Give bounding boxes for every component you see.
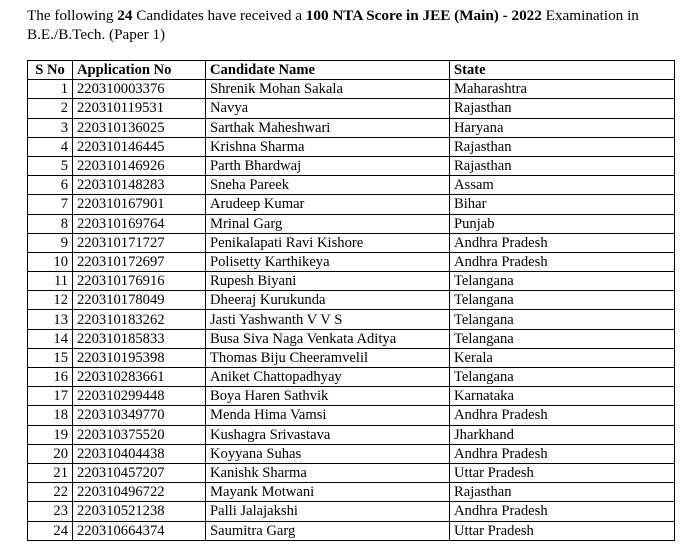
cell-sno: 13 <box>28 310 73 329</box>
table-row <box>28 99 675 118</box>
table-row <box>28 463 675 482</box>
cell-candidate-name: Shrenik Mohan Sakala <box>206 80 450 99</box>
cell-application-no: 220310178049 <box>73 291 206 310</box>
cell-application-no: 220310171727 <box>73 233 206 252</box>
cell-state: Assam <box>450 176 675 195</box>
cell-application-no: 220310375520 <box>73 425 206 444</box>
cell-candidate-name: Menda Hima Vamsi <box>206 406 450 425</box>
table-row <box>28 214 675 233</box>
cell-application-no: 220310195398 <box>73 348 206 367</box>
cell-state: Rajasthan <box>450 483 675 502</box>
table-row <box>28 137 675 156</box>
cell-state: Uttar Pradesh <box>450 463 675 482</box>
cell-sno: 2 <box>28 99 73 118</box>
results-table <box>27 60 675 541</box>
cell-sno: 5 <box>28 156 73 175</box>
cell-application-no: 220310146445 <box>73 137 206 156</box>
cell-state: Andhra Pradesh <box>450 502 675 521</box>
cell-sno: 20 <box>28 444 73 463</box>
table-row <box>28 252 675 271</box>
table-row <box>28 425 675 444</box>
table-row <box>28 521 675 540</box>
cell-sno: 18 <box>28 406 73 425</box>
table-body <box>28 80 675 541</box>
cell-state: Telangana <box>450 368 675 387</box>
cell-sno: 21 <box>28 463 73 482</box>
cell-state: Jharkhand <box>450 425 675 444</box>
cell-sno: 4 <box>28 137 73 156</box>
header-candidate-name: Candidate Name <box>206 61 450 80</box>
cell-sno: 3 <box>28 118 73 137</box>
table-row <box>28 118 675 137</box>
cell-candidate-name: Boya Haren Sathvik <box>206 387 450 406</box>
cell-candidate-name: Busa Siva Naga Venkata Aditya <box>206 329 450 348</box>
cell-application-no: 220310664374 <box>73 521 206 540</box>
header-application-no: Application No <box>73 61 206 80</box>
cell-sno: 16 <box>28 368 73 387</box>
intro-text-2: Candidates have received a <box>132 7 306 24</box>
cell-sno: 8 <box>28 214 73 233</box>
header-sno: S No <box>28 61 73 80</box>
cell-state: Telangana <box>450 291 675 310</box>
cell-application-no: 220310003376 <box>73 80 206 99</box>
table-row <box>28 406 675 425</box>
cell-application-no: 220310283661 <box>73 368 206 387</box>
cell-state: Andhra Pradesh <box>450 406 675 425</box>
cell-candidate-name: Saumitra Garg <box>206 521 450 540</box>
cell-application-no: 220310185833 <box>73 329 206 348</box>
table-row <box>28 272 675 291</box>
cell-candidate-name: Arudeep Kumar <box>206 195 450 214</box>
cell-application-no: 220310169764 <box>73 214 206 233</box>
cell-application-no: 220310136025 <box>73 118 206 137</box>
intro-paragraph <box>27 6 682 44</box>
cell-application-no: 220310457207 <box>73 463 206 482</box>
intro-text-3: Examination in B.E./B.Tech. (Paper 1) <box>27 7 639 43</box>
cell-sno: 19 <box>28 425 73 444</box>
cell-state: Telangana <box>450 310 675 329</box>
cell-candidate-name: Thomas Biju Cheeramvelil <box>206 348 450 367</box>
cell-application-no: 220310148283 <box>73 176 206 195</box>
cell-candidate-name: Sarthak Maheshwari <box>206 118 450 137</box>
table-row <box>28 195 675 214</box>
cell-application-no: 220310496722 <box>73 483 206 502</box>
cell-state: Rajasthan <box>450 137 675 156</box>
cell-sno: 12 <box>28 291 73 310</box>
cell-state: Punjab <box>450 214 675 233</box>
table-row <box>28 483 675 502</box>
cell-application-no: 220310183262 <box>73 310 206 329</box>
cell-state: Kerala <box>450 348 675 367</box>
cell-sno: 22 <box>28 483 73 502</box>
cell-state: Andhra Pradesh <box>450 252 675 271</box>
cell-sno: 15 <box>28 348 73 367</box>
header-state: State <box>450 61 675 80</box>
cell-application-no: 220310299448 <box>73 387 206 406</box>
intro-text-1: The following <box>27 7 118 24</box>
cell-application-no: 220310349770 <box>73 406 206 425</box>
cell-state: Telangana <box>450 329 675 348</box>
cell-application-no: 220310167901 <box>73 195 206 214</box>
cell-state: Karnataka <box>450 387 675 406</box>
cell-candidate-name: Palli Jalajakshi <box>206 502 450 521</box>
cell-state: Rajasthan <box>450 156 675 175</box>
table-row <box>28 80 675 99</box>
table-row <box>28 387 675 406</box>
cell-candidate-name: Navya <box>206 99 450 118</box>
cell-sno: 24 <box>28 521 73 540</box>
cell-sno: 9 <box>28 233 73 252</box>
cell-sno: 6 <box>28 176 73 195</box>
table-row <box>28 291 675 310</box>
cell-candidate-name: Aniket Chattopadhyay <box>206 368 450 387</box>
cell-candidate-name: Rupesh Biyani <box>206 272 450 291</box>
table-row <box>28 156 675 175</box>
candidate-count: 24 <box>117 7 133 24</box>
score-heading: 100 NTA Score in JEE (Main) - 2022 <box>305 7 542 24</box>
cell-application-no: 220310146926 <box>73 156 206 175</box>
cell-state: Bihar <box>450 195 675 214</box>
cell-candidate-name: Mayank Motwani <box>206 483 450 502</box>
cell-candidate-name: Kushagra Srivastava <box>206 425 450 444</box>
cell-application-no: 220310176916 <box>73 272 206 291</box>
cell-state: Rajasthan <box>450 99 675 118</box>
cell-candidate-name: Sneha Pareek <box>206 176 450 195</box>
table-row <box>28 348 675 367</box>
table-row <box>28 176 675 195</box>
table-row <box>28 310 675 329</box>
cell-state: Uttar Pradesh <box>450 521 675 540</box>
cell-candidate-name: Penikalapati Ravi Kishore <box>206 233 450 252</box>
cell-state: Maharashtra <box>450 80 675 99</box>
table-row <box>28 329 675 348</box>
cell-sno: 14 <box>28 329 73 348</box>
header-row <box>28 61 675 80</box>
cell-sno: 7 <box>28 195 73 214</box>
cell-sno: 1 <box>28 80 73 99</box>
cell-state: Haryana <box>450 118 675 137</box>
cell-candidate-name: Krishna Sharma <box>206 137 450 156</box>
cell-state: Andhra Pradesh <box>450 233 675 252</box>
cell-application-no: 220310119531 <box>73 99 206 118</box>
cell-state: Telangana <box>450 272 675 291</box>
cell-candidate-name: Jasti Yashwanth V V S <box>206 310 450 329</box>
table-row <box>28 502 675 521</box>
cell-application-no: 220310172697 <box>73 252 206 271</box>
cell-application-no: 220310404438 <box>73 444 206 463</box>
cell-candidate-name: Koyyana Suhas <box>206 444 450 463</box>
cell-candidate-name: Parth Bhardwaj <box>206 156 450 175</box>
cell-candidate-name: Polisetty Karthikeya <box>206 252 450 271</box>
table-row <box>28 368 675 387</box>
cell-application-no: 220310521238 <box>73 502 206 521</box>
cell-sno: 10 <box>28 252 73 271</box>
cell-candidate-name: Mrinal Garg <box>206 214 450 233</box>
cell-state: Andhra Pradesh <box>450 444 675 463</box>
cell-candidate-name: Kanishk Sharma <box>206 463 450 482</box>
cell-sno: 17 <box>28 387 73 406</box>
table-row <box>28 233 675 252</box>
cell-sno: 23 <box>28 502 73 521</box>
cell-candidate-name: Dheeraj Kurukunda <box>206 291 450 310</box>
table-row <box>28 444 675 463</box>
cell-sno: 11 <box>28 272 73 291</box>
